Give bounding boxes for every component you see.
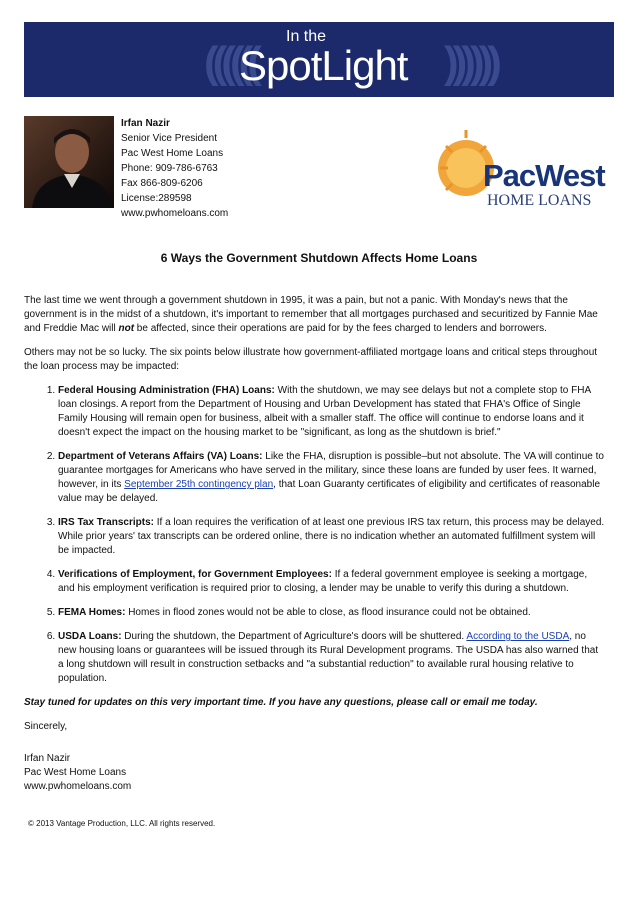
signature-company: Pac West Home Loans bbox=[24, 767, 127, 778]
closing-line: Stay tuned for updates on this very important time. If you have any questions, please call or email me today. bbox=[24, 697, 538, 708]
spotlight-banner bbox=[24, 22, 614, 97]
usda-link[interactable]: According to the USDA bbox=[466, 631, 570, 642]
list-item: 6. USDA Loans: During the shutdown, the Department of Agriculture's doors will be shuttered. According to the USDA, no new housing loans or guarantees will be issued through its Rural Development programs. The USDA has also warned that a long shutdown will result in construction setbacks and "a substantial reduction" to available rural housing relative to population. bbox=[58, 630, 606, 686]
sincerely: Sincerely, bbox=[24, 721, 68, 732]
logo-text-pacwest: PacWest bbox=[483, 158, 605, 193]
contact-license: License:289598 bbox=[121, 193, 192, 204]
list-item: 4. Verifications of Employment, for Government Employees: If a federal government employee is seeking a mortgage, and his employment verification is required prior to closing, a lender may be unable to verify this during a shutdown. bbox=[58, 568, 606, 596]
signature-block bbox=[24, 752, 606, 794]
contact-phone: Phone: 909-786-6763 bbox=[121, 163, 218, 174]
agent-photo bbox=[24, 116, 114, 208]
article-body bbox=[24, 294, 606, 794]
banner-spotlight: SpotLight bbox=[239, 42, 408, 89]
copyright-footer: © 2013 Vantage Production, LLC. All rights reserved. bbox=[28, 819, 216, 828]
banner-in-the: In the bbox=[286, 28, 327, 45]
contingency-plan-link[interactable]: September 25th contingency plan bbox=[124, 479, 274, 490]
contact-title: Senior Vice President bbox=[121, 133, 217, 144]
sound-waves-right: )))))) bbox=[444, 38, 496, 87]
contact-fax: Fax 866-809-6206 bbox=[121, 178, 203, 189]
contact-company: Pac West Home Loans bbox=[121, 148, 224, 159]
impact-list bbox=[24, 384, 606, 686]
list-item: 5. FEMA Homes: Homes in flood zones would not be able to close, as flood insurance could not be obtained. bbox=[58, 606, 606, 620]
list-item: 3. IRS Tax Transcripts: If a loan requires the verification of at least one previous IRS tax return, this process may be delayed. While prior years' tax transcripts can be ordered online, there is no indication whether an automated fulfillment system will be impacted. bbox=[58, 516, 606, 558]
article-title: 6 Ways the Government Shutdown Affects Home Loans bbox=[160, 251, 478, 265]
logo-text-homeloans: HOME LOANS bbox=[487, 192, 592, 209]
impact-paragraph: Others may not be so lucky. The six points below illustrate how government-affiliated mortgage loans and critical steps throughout the loan process may be impacted: bbox=[24, 347, 598, 372]
list-item: 2. Department of Veterans Affairs (VA) Loans: Like the FHA, disruption is possible–but not absolute. The VA will continue to guarantee mortgages for Americans who have served in the military, since these loans are funded by user fees. It warned, however, in its September 25th contingency plan, that Loan Guaranty certificates of eligibility and certificates of reasonable value may be delayed. bbox=[58, 450, 606, 506]
signature-website: www.pwhomeloans.com bbox=[24, 781, 132, 792]
contact-name: Irfan Nazir bbox=[121, 118, 170, 129]
contact-website: www.pwhomeloans.com bbox=[121, 208, 229, 219]
intro-paragraph: The last time we went through a government shutdown in 1995, it was a pain, but not a panic. With Monday's news that the government is in the midst of a shutdown, it's important to remember that all mortgages purchased and securitized by Fannie Mae and Freddie Mac will not be affected, since their operations are paid for by the fees charged to lenders and borrowers. bbox=[24, 295, 598, 334]
list-item: 1. Federal Housing Administration (FHA) Loans: With the shutdown, we may see delays but not a complete stop to FHA loan closings. A report from the Department of Housing and Urban Development has stated that FHA's Office of Single Family Housing will remain open for business, albeit with a smaller staff. The office will continue to endorse loans and it doesn't expect the impact on the housing market to be "significant, as long as the shutdown is brief." bbox=[58, 384, 606, 440]
signature-name: Irfan Nazir bbox=[24, 753, 71, 764]
contact-block bbox=[121, 116, 228, 221]
sound-waves-left: (((((( bbox=[204, 38, 256, 87]
